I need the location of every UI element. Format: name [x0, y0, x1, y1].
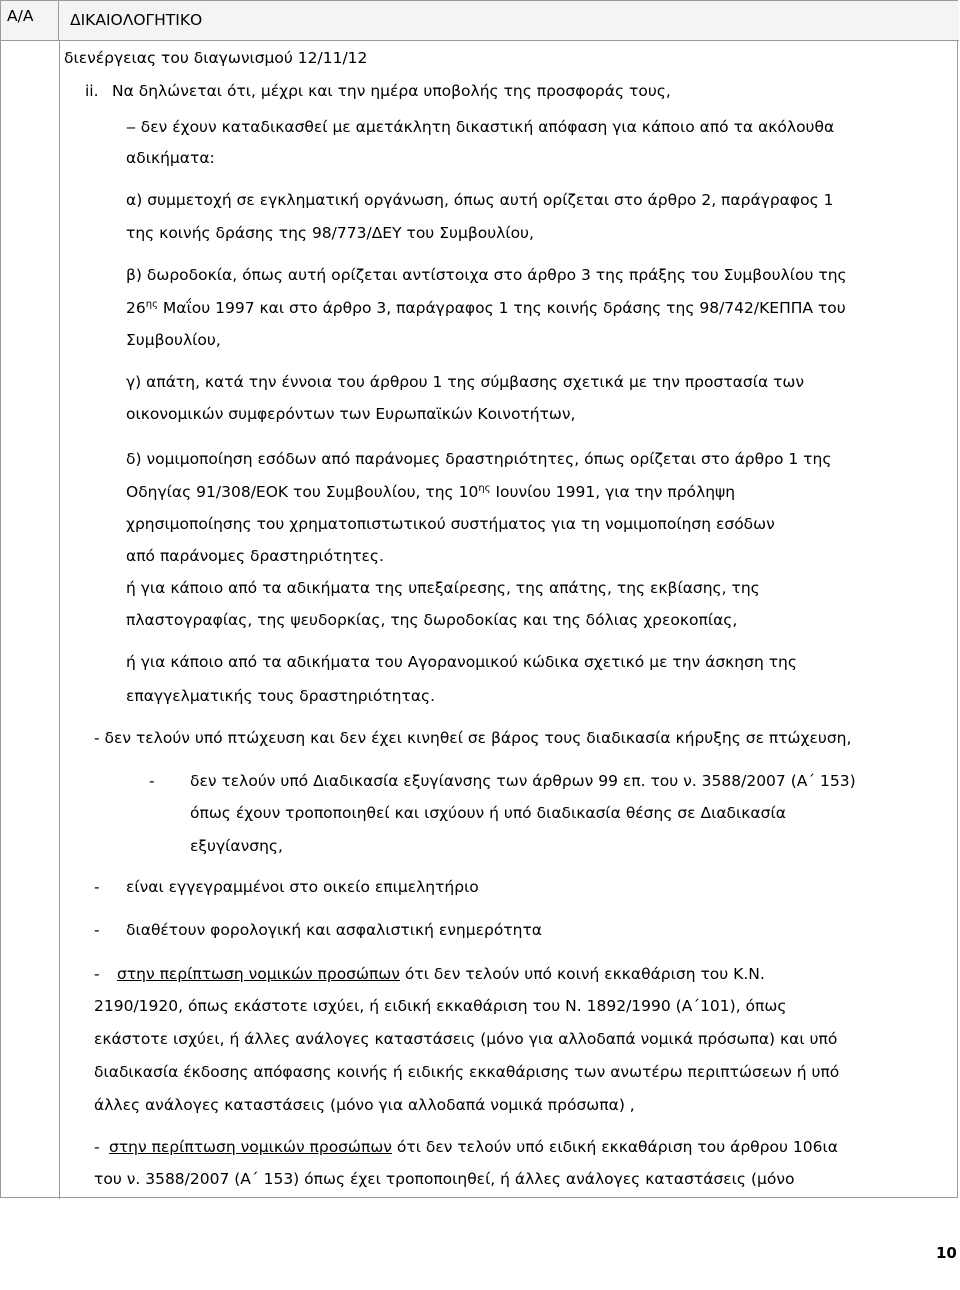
text-line: εξυγίανσης, — [190, 837, 283, 855]
text-line: δεν τελούν υπό Διαδικασία εξυγίανσης των άρθρων 99 επ. του ν. 3588/2007 (Α΄ 153) — [190, 772, 856, 790]
text-line: από παράνομες δραστηριότητες. — [126, 547, 384, 565]
text-line: πλαστογραφίας, της ψευδορκίας, της δωροδοκίας και της δόλιας χρεοκοπίας, — [126, 611, 738, 629]
text-fragment: Οδηγίας 91/308/ΕΟΚ του Συμβουλίου, της 10 — [126, 483, 479, 501]
bullet-dash: - — [94, 921, 100, 939]
bullet-dash: - — [94, 878, 100, 896]
superscript: ης — [478, 483, 491, 494]
text-line: άλλες ανάλογες καταστάσεις (μόνο για αλλοδαπά νομικά πρόσωπα) , — [94, 1096, 635, 1114]
table-header-row — [1, 1, 959, 41]
text-line: Να δηλώνεται ότι, μέχρι και την ημέρα υποβολής της προσφοράς τους, — [112, 82, 671, 100]
text-line: α) συμμετοχή σε εγκληματική οργάνωση, όπως αυτή ορίζεται στο άρθρο 2, παράγραφος 1 — [126, 191, 834, 209]
text-line — [109, 1137, 838, 1157]
text-line — [117, 964, 765, 984]
header-cell-index: Α/Α — [1, 1, 59, 41]
text-fragment: Ιουνίου 1991, για την πρόληψη — [495, 483, 736, 501]
text-line: ή για κάποιο από τα αδικήματα του Αγορανομικού κώδικα σχετικό με την άσκηση της — [126, 653, 797, 671]
text-line: επαγγελματικής τους δραστηριότητας. — [126, 687, 436, 705]
underlined-phrase: στην περίπτωση νομικών προσώπων — [109, 1138, 392, 1156]
text-line: Συμβουλίου, — [126, 331, 221, 349]
header-cell-title: ΔΙΚΑΙΟΛΟΓΗΤΙΚΟ — [70, 11, 203, 29]
text-fragment: ότι δεν τελούν υπό κοινή εκκαθάριση του Κ.Ν. — [404, 965, 765, 983]
text-line: ή για κάποιο από τα αδικήματα της υπεξαίρεσης, της απάτης, της εκβίασης, της — [126, 579, 760, 597]
text-line: δ) νομιμοποίηση εσόδων από παράνομες δραστηριότητες, όπως ορίζεται στο άρθρο 1 της — [126, 450, 832, 468]
text-line: αδικήματα: — [126, 149, 215, 167]
text-line: διενέργειας του διαγωνισμού 12/11/12 — [64, 49, 368, 67]
text-line: γ) απάτη, κατά την έννοια του άρθρου 1 της σύμβασης σχετικά με την προστασία των — [126, 373, 805, 391]
text-line — [126, 298, 846, 318]
text-line: - δεν τελούν υπό πτώχευση και δεν έχει κινηθεί σε βάρος τους διαδικασία κήρυξης σε πτώχευση, — [94, 729, 852, 747]
text-line: χρησιμοποίησης του χρηματοπιστωτικού συστήματος για τη νομιμοποίηση εσόδων — [126, 515, 775, 533]
text-line: του ν. 3588/2007 (Α΄ 153) όπως έχει τροποποιηθεί, ή άλλες ανάλογες καταστάσεις (μόνο — [94, 1170, 795, 1188]
text-fragment: 26 — [126, 299, 146, 317]
text-fragment: ότι δεν τελούν υπό ειδική εκκαθάριση του άρθρου 106ια — [396, 1138, 838, 1156]
text-line: 2190/1920, όπως εκάστοτε ισχύει, ή ειδική εκκαθάριση του Ν. 1892/1990 (Α΄101), όπως — [94, 997, 787, 1015]
text-line: ‒ δεν έχουν καταδικασθεί με αμετάκλητη δικαστική απόφαση για κάποιο από τα ακόλουθα — [126, 118, 835, 136]
text-line: εκάστοτε ισχύει, ή άλλες ανάλογες καταστάσεις (μόνο για αλλοδαπά νομικά πρόσωπα) και υπό — [94, 1030, 838, 1048]
text-line: όπως έχουν τροποποιηθεί και ισχύουν ή υπό διαδικασία θέσης σε Διαδικασία — [190, 804, 786, 822]
text-line: διαθέτουν φορολογική και ασφαλιστική ενημερότητα — [126, 921, 543, 939]
text-line: β) δωροδοκία, όπως αυτή ορίζεται αντίστοιχα στο άρθρο 3 της πράξης του Συμβουλίου της — [126, 266, 847, 284]
bullet-dash: - — [149, 772, 155, 790]
underlined-phrase: στην περίπτωση νομικών προσώπων — [117, 965, 400, 983]
text-fragment: Μαΐου 1997 και στο άρθρο 3, παράγραφος 1 της κοινής δράσης της 98/742/ΚΕΠΠΑ του — [162, 299, 846, 317]
text-line: της κοινής δράσης της 98/773/ΔΕΥ του Συμβουλίου, — [126, 224, 534, 242]
text-line: διαδικασία έκδοσης απόφασης κοινής ή ειδικής εκκαθάρισης των ανωτέρω περιπτώσεων ή υπό — [94, 1063, 840, 1081]
bullet-dash: - — [94, 1138, 100, 1156]
text-line: είναι εγγεγραμμένοι στο οικείο επιμελητήριο — [126, 878, 479, 896]
bullet-dash: - — [94, 965, 100, 983]
text-line: οικονομικών συμφερόντων των Ευρωπαϊκών Κοινοτήτων, — [126, 405, 576, 423]
page-number: 10 — [936, 1244, 957, 1262]
item-number: ii. — [85, 82, 99, 100]
text-line — [126, 482, 735, 502]
superscript: ης — [145, 299, 158, 310]
